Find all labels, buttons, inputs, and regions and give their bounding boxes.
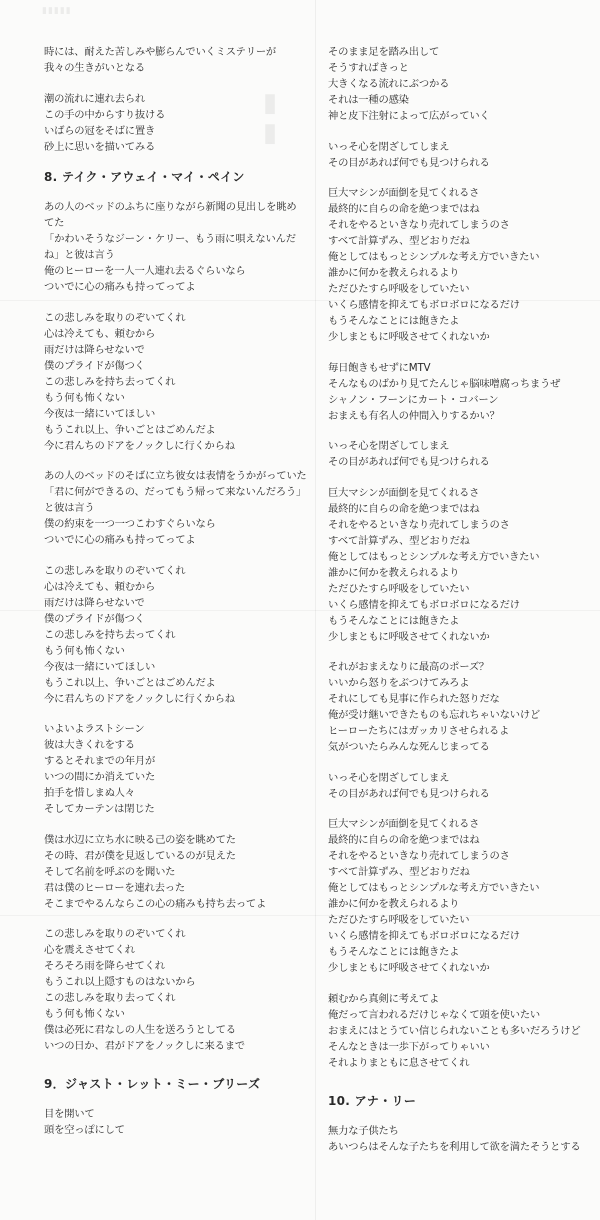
- lyric-line: もう何も怖くない: [44, 1008, 125, 1020]
- lyric-line: 少しまともに呼吸させてくれないか: [328, 630, 490, 643]
- lyric-line: 無力な子供たち: [328, 1124, 399, 1137]
- lyric-line: 気がついたらみんな死んじまってる: [328, 741, 490, 753]
- lyric-line: 俺としてはもっとシンプルな考え方でいきたい: [328, 882, 540, 894]
- lyric-line: この悲しみを持ち去ってくれ: [44, 628, 176, 641]
- lyric-line: ただひたすら呼吸をしていたい: [328, 283, 470, 295]
- lyric-line: 頼むから真剣に考えてよ: [328, 992, 440, 1005]
- lyric-line: 「君に何ができるの、だってもう帰って来ないんだろう」: [44, 486, 307, 498]
- lyric-line: 誰かに何かを教えられるより: [328, 566, 460, 579]
- lyric-line: それがおまえなりに最高のポーズ？: [328, 661, 490, 673]
- lyric-line: ヒーローたちにはガッカリさせられるよ: [328, 725, 510, 737]
- lyric-line: 心は冷えても、頼むから: [44, 580, 156, 593]
- lyric-line: 巨大マシンが面倒を見てくれるさ: [328, 486, 480, 499]
- stanza: [328, 360, 590, 424]
- lyric-line: てた: [44, 217, 65, 229]
- faint-header-bleedthrough: ▮▮▮▮▮: [42, 6, 72, 16]
- left-column: [44, 44, 306, 1153]
- lyric-line: それをやるといきなり売れてしまうのさ: [328, 219, 510, 231]
- lyric-line: 「かわいそうなジーン・ケリー、もう雨に唄えないんだ: [44, 233, 296, 245]
- lyric-line: すべて計算ずみ、型どおりだね: [328, 534, 470, 547]
- stanza: [44, 468, 306, 548]
- stanza: [328, 659, 590, 755]
- lyric-line: ね」と彼は言う: [44, 249, 115, 261]
- stanza: [44, 199, 306, 295]
- lyric-line: ただひたすら呼吸をしていたい: [328, 582, 470, 595]
- lyric-line: 今に君んちのドアをノックしに行くからね: [44, 439, 235, 452]
- lyric-line: おまえも有名人の仲間入りするかい？: [328, 409, 500, 422]
- lyric-line: この悲しみを取りのぞいてくれ: [44, 564, 186, 577]
- lyric-line: ついでに心の痛みも持ってってよ: [44, 534, 196, 546]
- lyric-line: 俺が受け継いできたものも忘れちゃいないけど: [328, 709, 541, 721]
- lyric-line: 少しまともに呼吸させてくれないか: [328, 331, 490, 343]
- lyric-line: 誰かに何かを教えられるより: [328, 267, 460, 279]
- song9-title: 9．ジャスト・レット・ミー・ブリーズ: [44, 1077, 261, 1091]
- lyric-line: いくら感情を抑えてもボロボロになるだけ: [328, 299, 520, 311]
- stanza: [44, 721, 306, 817]
- lyric-line: 大きくなる流れにぶつかる: [328, 78, 450, 90]
- lyric-line: 俺としてはもっとシンプルな考え方でいきたい: [328, 550, 540, 563]
- lyric-line: 巨大マシンが面倒を見てくれるさ: [328, 187, 480, 199]
- lyric-line: 雨だけは降らせないで: [44, 596, 145, 609]
- lyric-line: そして名前を呼ぶのを聞いた: [44, 865, 176, 878]
- lyric-line: シャノン・フーンにカート・コバーン: [328, 393, 499, 406]
- lyric-line: 僕の約束を一つ一つこわすぐらいなら: [44, 518, 216, 530]
- lyric-line: もうそんなことには飽きたよ: [328, 315, 460, 327]
- lyric-line: いよいよラストシーン: [44, 723, 145, 735]
- lyric-line: いくら感情を抑えてもボロボロになるだけ: [328, 598, 520, 611]
- lyric-line: 誰かに何かを教えられるより: [328, 898, 460, 910]
- lyric-line: もうそんなことには飽きたよ: [328, 614, 460, 627]
- lyric-line: この手の中からすり抜ける: [44, 108, 166, 121]
- lyric-line: 最終的に自らの命を絶つまではね: [328, 203, 480, 215]
- lyric-line: そろそろ雨を降らせてくれ: [44, 960, 165, 972]
- lyric-line: おまえにはとうてい信じられないことも多いだろうけど: [328, 1024, 581, 1037]
- stanza: [328, 185, 590, 345]
- song10-title: 10. アナ・リー: [328, 1093, 417, 1108]
- lyric-line: と彼は言う: [44, 502, 95, 514]
- lyric-line: いっそ心を閉ざしてしまえ: [328, 440, 450, 452]
- lyric-line: するとそれまでの年月が: [44, 755, 156, 767]
- song10-lyrics: [328, 1123, 590, 1155]
- lyric-line: あの人のベッドのふちに座りながら新聞の見出しを眺め: [44, 201, 297, 213]
- stanza: [44, 310, 306, 454]
- stanza: [44, 832, 306, 912]
- lyric-line: 雨だけは降らせないで: [44, 343, 145, 356]
- lyric-line: その目があれば何でも見つけられる: [328, 156, 490, 169]
- lyric-line: 砂上に思いを描いてみる: [44, 140, 156, 153]
- lyric-line: それをやるといきなり売れてしまうのさ: [328, 518, 510, 531]
- stanza: [328, 770, 590, 802]
- stanza: [328, 139, 590, 171]
- lyric-line: すべて計算ずみ、型どおりだね: [328, 235, 470, 247]
- stanza: [328, 438, 590, 470]
- lyric-line: 僕は必死に君なしの人生を送ろうとしてる: [44, 1024, 236, 1036]
- lyric-line: もうこれ以上、争いごとはごめんだよ: [44, 676, 216, 689]
- lyric-line: 毎日飽きもせずにMTV: [328, 361, 431, 374]
- stanza: [328, 816, 590, 976]
- lyric-line: あの人のベッドのそばに立ち彼女は表情をうかがっていた: [44, 470, 307, 482]
- lyric-line: この悲しみを取りのぞいてくれ: [44, 928, 186, 940]
- lyric-line: もうこれ以上、争いごとはごめんだよ: [44, 423, 216, 436]
- lyric-line: その目があれば何でも見つけられる: [328, 456, 490, 468]
- lyric-line: 俺だって言われるだけじゃなくて頭を使いたい: [328, 1008, 541, 1021]
- lyric-line: そんなときは一歩下がってりゃいい: [328, 1040, 490, 1053]
- lyric-line: いつの日か、君がドアをノックしに来るまで: [44, 1040, 245, 1052]
- lyric-line: 俺のヒーローを一人一人連れ去るぐらいなら: [44, 265, 246, 277]
- lyric-line: 僕は水辺に立ち水に映る己の姿を眺めてた: [44, 833, 236, 846]
- lyric-line: 今に君んちのドアをノックしに行くからね: [44, 692, 235, 705]
- lyric-line: そんなものばかり見てたんじゃ脳味噌腐っちまうぜ: [328, 377, 561, 390]
- lyric-line: もう何も怖くない: [44, 391, 125, 404]
- stanza: [328, 44, 590, 124]
- song7-lyrics-right: [328, 44, 590, 1071]
- lyric-line: 拍手を惜しまぬ人々: [44, 787, 135, 799]
- lyric-line: ただひたすら呼吸をしていたい: [328, 914, 470, 926]
- lyric-line: この悲しみを持ち去ってくれ: [44, 375, 176, 388]
- lyric-line: 我々の生きがいとなる: [44, 62, 145, 74]
- lyric-line: もう何も怖くない: [44, 644, 125, 657]
- lyric-line: あいつらはそんな子たちを利用して欲を満たそうとする: [328, 1140, 581, 1153]
- lyric-line: いいから怒りをぶつけてみろよ: [328, 677, 470, 689]
- lyric-line: そこまでやるんならこの心の痛みも持ち去ってよ: [44, 897, 267, 910]
- lyric-line: 神と皮下注射によって広がっていく: [328, 110, 490, 122]
- stanza: [44, 926, 306, 1054]
- lyric-line: それにしても見事に作られた怒りだな: [328, 693, 500, 705]
- lyric-line: いつの間にか消えていた: [44, 771, 156, 783]
- lyric-line: そのまま足を踏み出して: [328, 46, 440, 58]
- lyric-line: 彼は大きくれをする: [44, 739, 135, 751]
- lyric-line: それをやるといきなり売れてしまうのさ: [328, 850, 510, 862]
- lyric-line: 巨大マシンが面倒を見てくれるさ: [328, 818, 480, 830]
- lyric-line: いっそ心を閉ざしてしまえ: [328, 140, 450, 153]
- lyric-line: この悲しみを取り去ってくれ: [44, 992, 176, 1004]
- right-column: [328, 44, 590, 1169]
- stanza: [328, 991, 590, 1071]
- stanza: [44, 91, 306, 155]
- lyric-line: それよりまともに息させてくれ: [328, 1056, 470, 1069]
- lyric-line: その時、君が僕を見返しているのが見えた: [44, 849, 236, 862]
- stanza: [44, 1106, 306, 1138]
- song8-title: 8. テイク・アウェイ・マイ・ペイン: [44, 170, 245, 184]
- lyric-line: ついでに心の痛みも持ってってよ: [44, 281, 196, 293]
- lyric-line: いくら感情を抑えてもボロボロになるだけ: [328, 930, 520, 942]
- lyric-line: 最終的に自らの命を絶つまではね: [328, 834, 480, 846]
- lyric-line: 最終的に自らの命を絶つまではね: [328, 502, 480, 515]
- lyric-line: そうすればきっと: [328, 62, 409, 74]
- stanza: [328, 1123, 590, 1155]
- song9-lyrics: [44, 1106, 306, 1138]
- lyric-line: そしてカーテンは閉じた: [44, 803, 155, 815]
- faint-bleedthrough-mark: ▮▮: [255, 88, 285, 148]
- song7-lyrics-continued: [44, 44, 306, 155]
- lyric-line: 潮の流れに連れ去られ: [44, 92, 145, 105]
- lyric-line: 今夜は一緒にいてほしい: [44, 407, 156, 420]
- lyric-line: それは一種の感染: [328, 94, 409, 106]
- lyric-line: この悲しみを取りのぞいてくれ: [44, 311, 186, 324]
- lyric-line: すべて計算ずみ、型どおりだね: [328, 866, 470, 878]
- stanza: [328, 485, 590, 645]
- song8-lyrics: [44, 199, 306, 1054]
- lyric-line: もうそんなことには飽きたよ: [328, 946, 460, 958]
- stanza: [44, 563, 306, 707]
- lyric-line: 君は僕のヒーローを連れ去った: [44, 881, 185, 894]
- lyric-line: 僕のプライドが傷つく: [44, 359, 145, 372]
- lyric-line: 時には、耐えた苦しみや膨らんでいくミステリーが: [44, 46, 277, 58]
- lyric-line: 今夜は一緒にいてほしい: [44, 660, 156, 673]
- lyric-line: いっそ心を閉ざしてしまえ: [328, 771, 450, 784]
- lyric-line: 僕のプライドが傷つく: [44, 612, 145, 625]
- lyric-line: その目があれば何でも見つけられる: [328, 787, 490, 800]
- lyric-line: 心を震えさせてくれ: [44, 944, 135, 956]
- lyric-line: 心は冷えても、頼むから: [44, 327, 156, 340]
- lyric-line: 頭を空っぽにして: [44, 1124, 125, 1136]
- lyric-line: いばらの冠をそばに置き: [44, 124, 156, 137]
- lyric-line: 少しまともに呼吸させてくれないか: [328, 962, 490, 974]
- lyric-line: 目を開いて: [44, 1108, 95, 1120]
- lyric-line: 俺としてはもっとシンプルな考え方でいきたい: [328, 251, 540, 263]
- stanza: [44, 44, 306, 76]
- lyric-line: もうこれ以上隠すものはないから: [44, 976, 196, 988]
